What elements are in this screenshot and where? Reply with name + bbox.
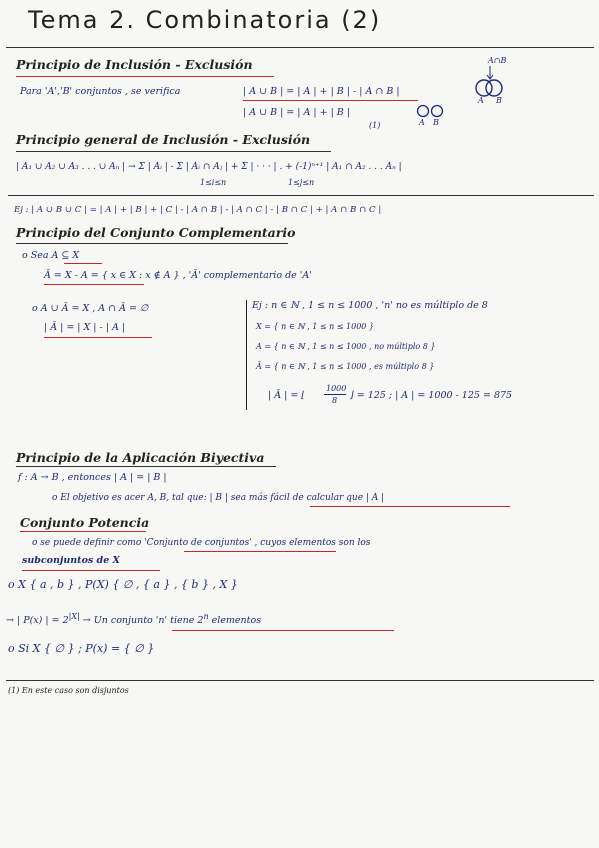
- page-title: Tema 2. Combinatoria (2): [28, 6, 382, 34]
- section4-heading: Principio de la Aplicación Biyectiva: [16, 450, 265, 465]
- section4-line2: o El objetivo es acer A, B, tal que: | B | sea más fácil de calcular que | A |: [52, 493, 385, 503]
- section2-sub2: 1≤j≤n: [288, 178, 315, 187]
- section2-example: Ej : | A ∪ B ∪ C | = | A | + | B | + | C | - | A ∩ B | - | A ∩ C | - | B ∩ C | + | A ∩ B ∩ C |: [14, 205, 382, 215]
- venn2-label-b: B: [433, 118, 439, 127]
- power-set-text: → Un conjunto 'n' tiene 2: [82, 615, 204, 627]
- section5-line1: o se puede definir como 'Conjunto de conjuntos' , cuyos elementos son los: [32, 538, 371, 548]
- conjunto-underline: [184, 551, 336, 552]
- section4-highlight-underline: [310, 506, 510, 507]
- example-line5-left: | Ā | = ⌊: [268, 390, 306, 401]
- section2-divider: [8, 195, 594, 196]
- example-line2: X = { n ∈ ℕ , 1 ≤ n ≤ 1000 }: [256, 322, 375, 331]
- example-fraction-den: 8: [332, 396, 338, 405]
- example-line5-right: ⌋ = 125 ; | A | = 1000 - 125 = 875: [350, 390, 513, 401]
- section5-line4: [6, 612, 261, 626]
- section3-heading: Principio del Conjunto Complementario: [16, 225, 296, 240]
- section5-line3: o X { a , b } , P(X) { ∅ , { a } , { b } , X }: [8, 578, 238, 591]
- example-line4: Ā = { n ∈ ℕ , 1 ≤ n ≤ 1000 , es múltiplo 8 }: [256, 362, 435, 371]
- section1-underline: [16, 76, 274, 77]
- section5-line2: subconjuntos de X: [22, 555, 120, 566]
- venn1-label-a: A: [478, 96, 484, 105]
- formula1-underline: [243, 100, 418, 101]
- section3-underline: [16, 243, 288, 244]
- card-complement-underline: [44, 337, 152, 338]
- section1-heading: Principio de Inclusión - Exclusión: [16, 57, 253, 72]
- power-set-card: → | P(x) | = 2: [6, 615, 69, 627]
- footnote-rule: [6, 680, 594, 681]
- section5-underline: [20, 531, 146, 532]
- section5-line5: o Si X { ∅ } ; P(x) = { ∅ }: [8, 642, 155, 655]
- venn-intersect-diagram: [470, 66, 510, 106]
- section1-line1: Para 'A','B' conjuntos , se verifica: [20, 86, 181, 97]
- venn-intersection-label: A∩B: [488, 56, 507, 65]
- fraction-bar: [324, 394, 346, 395]
- footnote-mark: (1): [369, 121, 381, 130]
- section1-formula2: | A ∪ B | = | A | + | B |: [243, 107, 351, 118]
- section1-formula1: | A ∪ B | = | A | + | B | - | A ∩ B |: [243, 86, 400, 97]
- section3-line3: o A ∪ Ā = X , A ∩ Ā = ∅: [32, 303, 149, 314]
- complement-underline: [44, 284, 144, 285]
- title-rule: [6, 47, 594, 48]
- example-fraction-num: 1000: [326, 384, 347, 393]
- section3-line4: | Ā | = | X | - | A |: [44, 322, 126, 333]
- power-set-exp: |X|: [68, 612, 80, 621]
- section2-heading: Principio general de Inclusión - Exclusión: [16, 132, 311, 147]
- footnote: (1) En este caso son disjuntos: [8, 686, 129, 695]
- power-set-exp2: n: [203, 612, 209, 621]
- venn2-label-a: A: [419, 118, 425, 127]
- section2-formula: | A₁ ∪ A₂ ∪ A₃ . . . ∪ Aₙ | → Σ | Aᵢ | - Σ | Aᵢ ∩ Aⱼ | + Σ | · · · | . + (-1)ⁿ⁺¹ | A₁ ∩ A₂ . . . Aₙ |: [16, 162, 402, 172]
- example-bracket: [246, 300, 247, 410]
- section4-line1: f : A → B , entonces | A | = | B |: [18, 472, 167, 483]
- section3-line2: Ā = X - A = { x ∈ X : x ∉ A } , 'Ā' complementario de 'A': [44, 270, 312, 281]
- section4-underline: [16, 466, 276, 467]
- power-set-end: elementos: [211, 615, 262, 627]
- example-line1: Ej : n ∈ ℕ , 1 ≤ n ≤ 1000 , 'n' no es múltiplo de 8: [252, 300, 488, 311]
- example-line3: A = { n ∈ ℕ , 1 ≤ n ≤ 1000 , no múltiplo 8 }: [256, 342, 436, 351]
- section2-underline: [16, 151, 331, 152]
- section3-line1: o Sea A ⊆ X: [22, 250, 80, 261]
- section5-heading: Conjunto Potencia: [20, 515, 150, 530]
- subset-underline: [64, 263, 102, 264]
- section5-line4-underline: [172, 630, 394, 631]
- subconjuntos-underline: [22, 570, 160, 571]
- venn1-label-b: B: [496, 96, 502, 105]
- section2-sub1: 1≤i≤n: [200, 178, 227, 187]
